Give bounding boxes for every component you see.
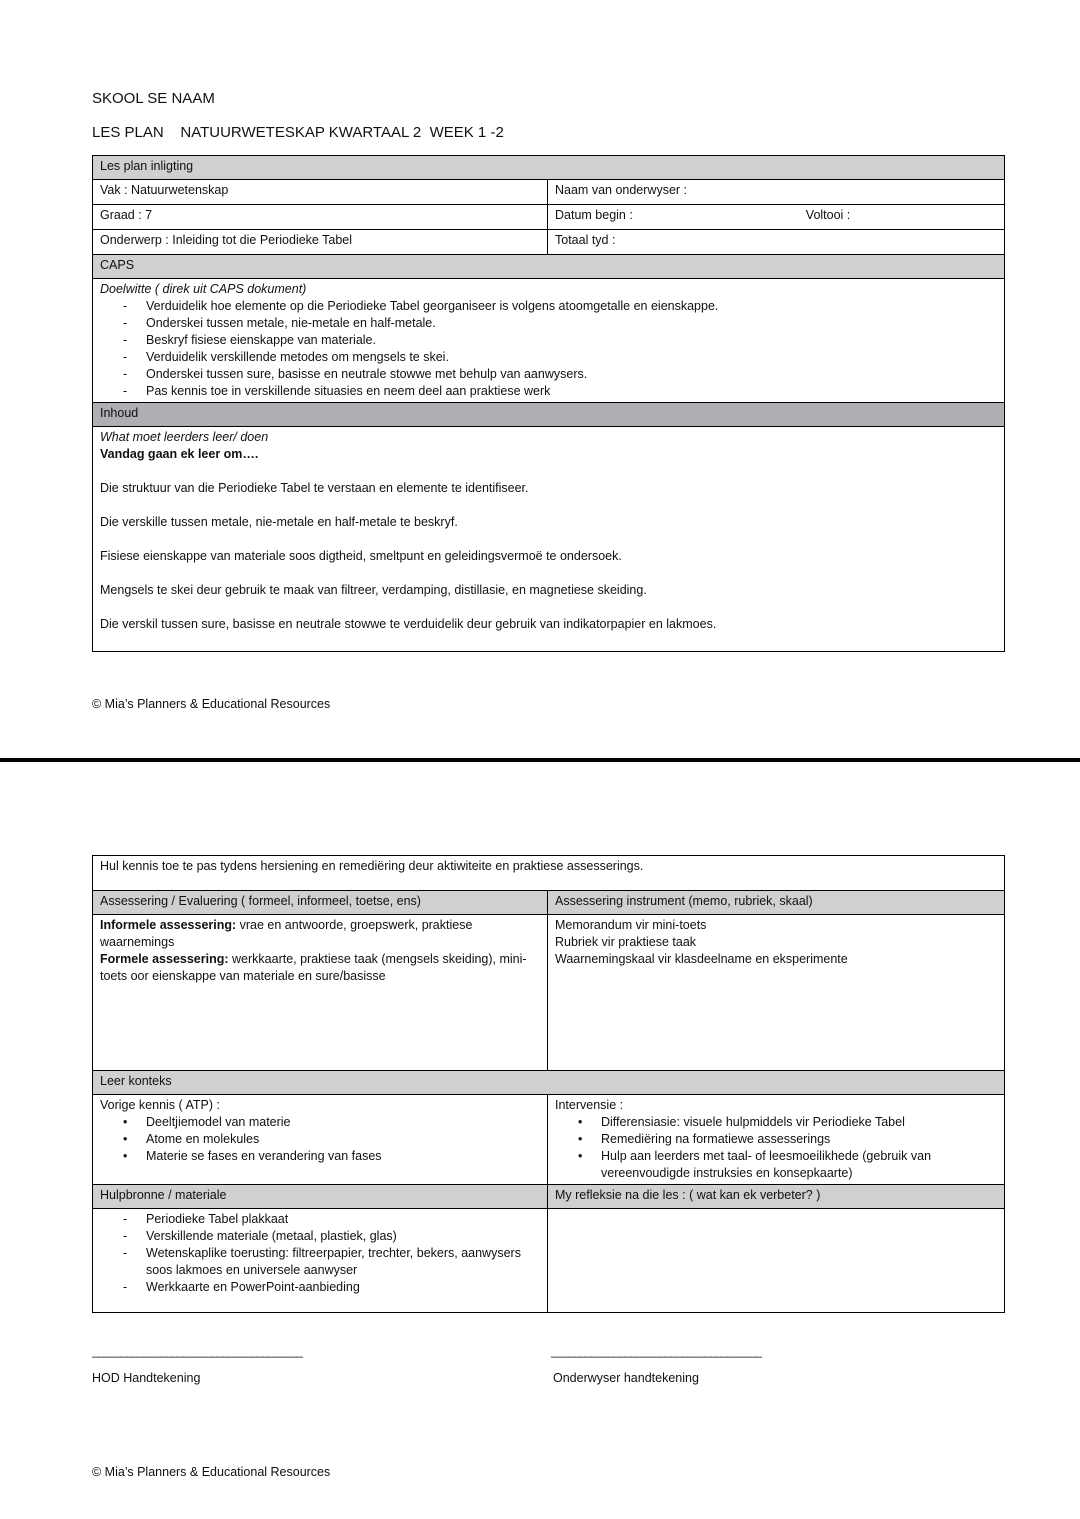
instrument-cell bbox=[548, 915, 1005, 1071]
grade-cell: Graad : 7 bbox=[93, 205, 548, 230]
content-item: Die struktuur van die Periodieke Tabel te verstaan en elemente te identifiseer. bbox=[100, 481, 529, 495]
formal-text: werkkaarte, praktiese taak (mengsels skeiding), mini-toets oor eienskappe van materiale en sure/basisse bbox=[100, 952, 527, 983]
content-item: Mengsels te skei deur gebruik te maak van filtreer, verdamping, distillasie, en magnetiese skeiding. bbox=[100, 583, 647, 597]
informal-label: Informele assessering: bbox=[100, 918, 237, 932]
footer-copyright: © Mia’s Planners & Educational Resources bbox=[92, 697, 331, 711]
prior-knowledge-item: • Deeltjiemodel van materie bbox=[123, 1114, 540, 1131]
date-begin-label: Datum begin : bbox=[555, 208, 633, 222]
content-item: Die verskil tussen sure, basisse en neutrale stowwe te verduidelik deur gebruik van indikatorpapier en lakmoes. bbox=[100, 617, 717, 631]
intervention-cell bbox=[548, 1095, 1005, 1185]
instrument-item: Memorandum vir mini-toets bbox=[555, 918, 707, 932]
lesson-plan-table bbox=[92, 155, 1005, 652]
intervention-item: • Hulp aan leerders met taal- of leesmoeilikhede (gebruik van vereenvoudigde instruksies en konsepkaarte) bbox=[578, 1148, 997, 1182]
intervention-list bbox=[555, 1114, 997, 1182]
prior-knowledge-cell bbox=[93, 1095, 548, 1185]
prior-knowledge-list bbox=[100, 1114, 540, 1165]
assessment-cell bbox=[93, 915, 548, 1071]
page-separator bbox=[0, 758, 1080, 762]
content-item: Fisiese eienskappe van materiale soos digtheid, smeltpunt en geleidingsvermoë te ondersoek. bbox=[100, 549, 622, 563]
reflection-cell[interactable] bbox=[548, 1209, 1005, 1313]
teacher-signature-line: _____________________________________ bbox=[551, 1344, 761, 1358]
content-header: Inhoud bbox=[93, 403, 1005, 427]
informal-text: vrae en antwoorde, groepswerk, praktiese waarnemings bbox=[100, 918, 473, 949]
resource-item: - Werkkaarte en PowerPoint-aanbieding bbox=[123, 1279, 540, 1296]
subject-cell: Vak : Natuurwetenskap bbox=[93, 180, 548, 205]
reflection-header: My refleksie na die les : ( wat kan ek verbeter? ) bbox=[548, 1185, 1005, 1209]
content-lead: Vandag gaan ek leer om…. bbox=[100, 447, 259, 461]
objective-item: - Beskryf fisiese eienskappe van materiale. bbox=[123, 332, 997, 349]
hod-signature-line: _____________________________________ bbox=[92, 1344, 302, 1358]
date-cell bbox=[548, 205, 1005, 230]
resources-list bbox=[100, 1211, 540, 1296]
lesson-plan-title: LES PLAN NATUURWETESKAP KWARTAAL 2 WEEK 1 -2 bbox=[92, 124, 504, 141]
context-header: Leer konteks bbox=[93, 1071, 1005, 1095]
total-time-cell: Totaal tyd : bbox=[548, 230, 1005, 255]
objectives-list bbox=[100, 298, 997, 400]
topic-cell: Onderwerp : Inleiding tot die Periodieke Tabel bbox=[93, 230, 548, 255]
intro-cell: Hul kennis toe te pas tydens hersiening en remediëring deur aktiwiteite en praktiese assesserings. bbox=[93, 856, 1005, 891]
objectives-title: Doelwitte ( direk uit CAPS dokument) bbox=[100, 282, 307, 296]
content-cell bbox=[93, 427, 1005, 652]
formal-assessment bbox=[100, 951, 540, 985]
hod-signature-label: HOD Handtekening bbox=[92, 1371, 201, 1385]
objective-item: - Verduidelik hoe elemente op die Periodieke Tabel georganiseer is volgens atoomgetalle en eienskappe. bbox=[123, 298, 997, 315]
prior-knowledge-item: • Atome en molekules bbox=[123, 1131, 540, 1148]
objective-item: - Onderskei tussen sure, basisse en neutrale stowwe met behulp van aanwysers. bbox=[123, 366, 997, 383]
instrument-item: Waarnemingskaal vir klasdeelname en eksperimente bbox=[555, 952, 848, 966]
content-item: Die verskille tussen metale, nie-metale en half-metale te beskryf. bbox=[100, 515, 458, 529]
teacher-name-cell: Naam van onderwyser : bbox=[548, 180, 1005, 205]
formal-label: Formele assessering: bbox=[100, 952, 229, 966]
resource-item: - Wetenskaplike toerusting: filtreerpapier, trechter, bekers, aanwysers soos lakmoes en universele aanwyser bbox=[123, 1245, 540, 1279]
informal-assessment bbox=[100, 917, 540, 951]
resource-item: - Verskillende materiale (metaal, plastiek, glas) bbox=[123, 1228, 540, 1245]
resource-item: - Periodieke Tabel plakkaat bbox=[123, 1211, 540, 1228]
objective-item: - Onderskei tussen metale, nie-metale en half-metale. bbox=[123, 315, 997, 332]
instrument-item: Rubriek vir praktiese taak bbox=[555, 935, 697, 949]
instrument-header: Assessering instrument (memo, rubriek, skaal) bbox=[548, 891, 1005, 915]
intervention-item: • Differensiasie: visuele hulpmiddels vir Periodieke Tabel bbox=[578, 1114, 997, 1131]
complete-label: Voltooi : bbox=[805, 208, 851, 222]
objectives-cell bbox=[93, 279, 1005, 403]
resources-cell bbox=[93, 1209, 548, 1313]
teacher-signature-label: Onderwyser handtekening bbox=[553, 1371, 699, 1385]
prior-knowledge-title: Vorige kennis ( ATP) : bbox=[100, 1098, 220, 1112]
assessment-header: Assessering / Evaluering ( formeel, informeel, toetse, ens) bbox=[93, 891, 548, 915]
intervention-item: • Remediëring na formatiewe assesserings bbox=[578, 1131, 997, 1148]
lesson-plan-table-continued bbox=[92, 855, 1005, 1313]
school-name: SKOOL SE NAAM bbox=[92, 90, 215, 107]
intervention-title: Intervensie : bbox=[555, 1098, 624, 1112]
caps-header: CAPS bbox=[93, 255, 1005, 279]
content-subtitle: What moet leerders leer/ doen bbox=[100, 430, 269, 444]
prior-knowledge-item: • Materie se fases en verandering van fases bbox=[123, 1148, 540, 1165]
resources-header: Hulpbronne / materiale bbox=[93, 1185, 548, 1209]
info-header: Les plan inligting bbox=[93, 156, 1005, 180]
objective-item: - Pas kennis toe in verskillende situasies en neem deel aan praktiese werk bbox=[123, 383, 997, 400]
footer-copyright: © Mia’s Planners & Educational Resources bbox=[92, 1465, 331, 1479]
objective-item: - Verduidelik verskillende metodes om mengsels te skei. bbox=[123, 349, 997, 366]
